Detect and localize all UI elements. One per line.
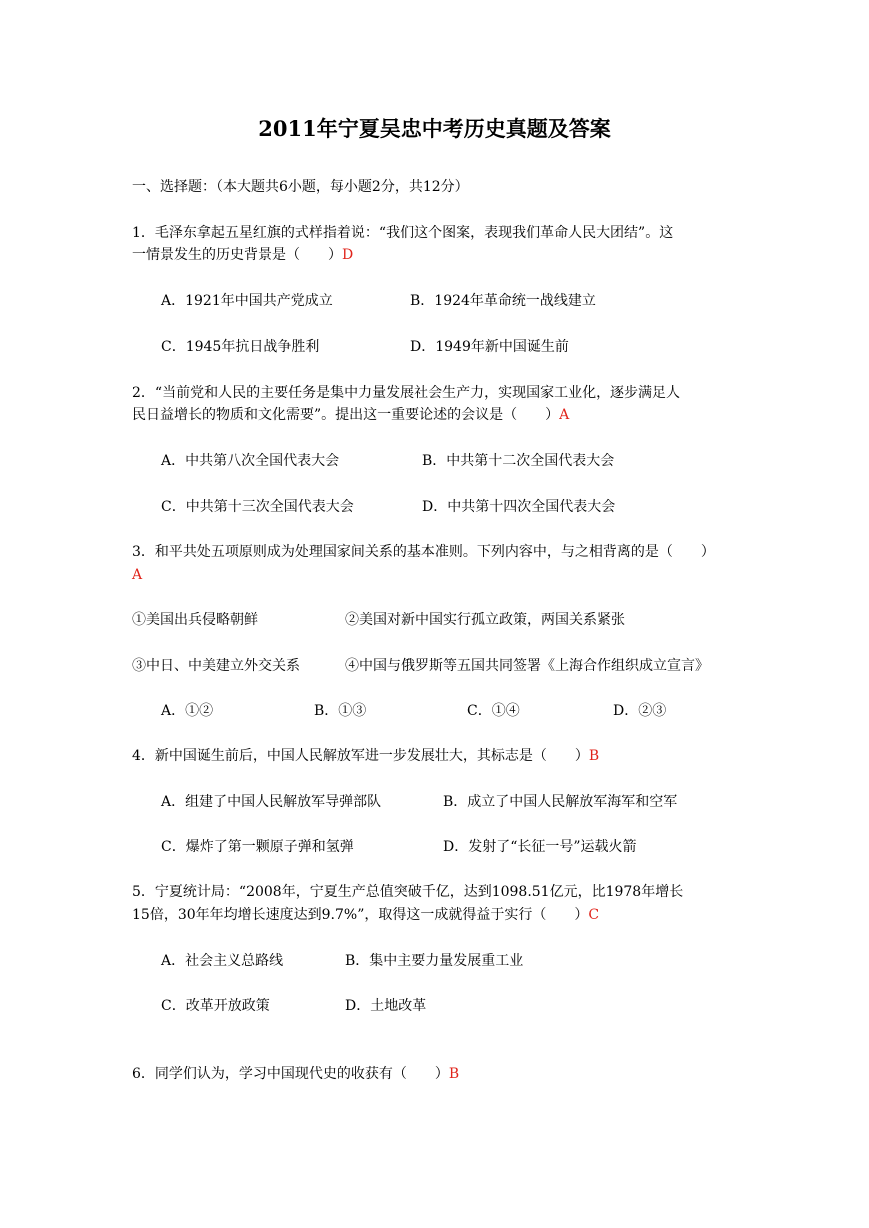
q3-item-4: ④中国与俄罗斯等五国共同签署《上海合作组织成立宣言》 (345, 658, 709, 674)
q3-option-d: D．②③ (613, 703, 667, 719)
q4-option-b: B．成立了中国人民解放军海军和空军 (443, 794, 678, 810)
q2-stem-line2 (132, 404, 569, 426)
q3-item-1: ①美国出兵侵略朝鲜 (132, 612, 258, 628)
q3-option-a: A．①② (161, 703, 214, 719)
section-heading: 一、选择题：（本大题共6小题，每小题2分，共12分） (132, 179, 469, 195)
q2-option-b: B．中共第十二次全国代表大会 (422, 453, 615, 469)
q1-option-d: D．1949年新中国诞生前 (410, 339, 569, 355)
q1-answer: D (342, 247, 354, 263)
q4-option-c: C．爆炸了第一颗原子弹和氢弹 (161, 839, 354, 855)
q4-stem-text: 4．新中国诞生前后，中国人民解放军进一步发展壮大，其标志是（ ） (132, 748, 589, 764)
q4-option-d: D．发射了“长征一号”运载火箭 (443, 839, 637, 855)
q5-option-c: C．改革开放政策 (161, 998, 270, 1014)
q2-option-a: A．中共第八次全国代表大会 (161, 453, 340, 469)
q3-stem-line1: 3．和平共处五项原则成为处理国家间关系的基本准则。下列内容中，与之相背离的是（ ） (132, 544, 715, 560)
q3-item-2: ②美国对新中国实行孤立政策，两国关系紧张 (345, 612, 625, 628)
document-title: 2011年宁夏吴忠中考历史真题及答案 (258, 116, 611, 141)
q4-option-a: A．组建了中国人民解放军导弹部队 (161, 794, 382, 810)
q1-option-c: C．1945年抗日战争胜利 (161, 339, 320, 355)
q2-answer: A (559, 407, 570, 423)
q2-stem-line1: 2．“当前党和人民的主要任务是集中力量发展社会生产力，实现国家工业化，逐步满足人 (132, 385, 681, 401)
q5-option-a: A．社会主义总路线 (161, 953, 284, 969)
q1-stem-line2 (132, 244, 353, 266)
q2-option-d: D．中共第十四次全国代表大会 (422, 499, 616, 515)
q1-option-a: A．1921年中国共产党成立 (161, 293, 333, 309)
q6-stem (132, 1063, 459, 1085)
q3-option-c: C．①④ (467, 703, 520, 719)
q1-option-b: B．1924年革命统一战线建立 (410, 293, 596, 309)
q1-stem-line1: 1．毛泽东拿起五星红旗的式样指着说：“我们这个图案，表现我们革命人民大团结”。这 (132, 225, 674, 241)
q6-answer: B (448, 1066, 460, 1082)
q2-option-c: C．中共第十三次全国代表大会 (161, 499, 354, 515)
q4-stem (132, 745, 599, 767)
q5-stem-line1: 5．宁夏统计局：“2008年，宁夏生产总值突破千亿，达到1098.51亿元，比1978年增长 (132, 884, 684, 900)
q5-option-b: B．集中主要力量发展重工业 (345, 953, 524, 969)
q5-stem-line2 (132, 904, 599, 926)
q2-stem-text: 民日益增长的物质和文化需要”。提出这一重要论述的会议是（ ） (132, 407, 560, 423)
q5-option-d: D．土地改革 (345, 998, 427, 1014)
q3-answer: A (132, 567, 143, 583)
q4-answer: B (588, 748, 600, 764)
q3-item-3: ③中日、中美建立外交关系 (132, 658, 300, 674)
q5-stem-text: 15倍，30年年均增长速度达到9.7%”，取得这一成就得益于实行（ ） (132, 907, 589, 923)
q6-stem-text: 6．同学们认为，学习中国现代史的收获有（ ） (132, 1066, 449, 1082)
q1-stem-text: 一情景发生的历史背景是（ ） (132, 247, 342, 263)
q3-option-b: B．①③ (314, 703, 367, 719)
q5-answer: C (588, 907, 600, 923)
